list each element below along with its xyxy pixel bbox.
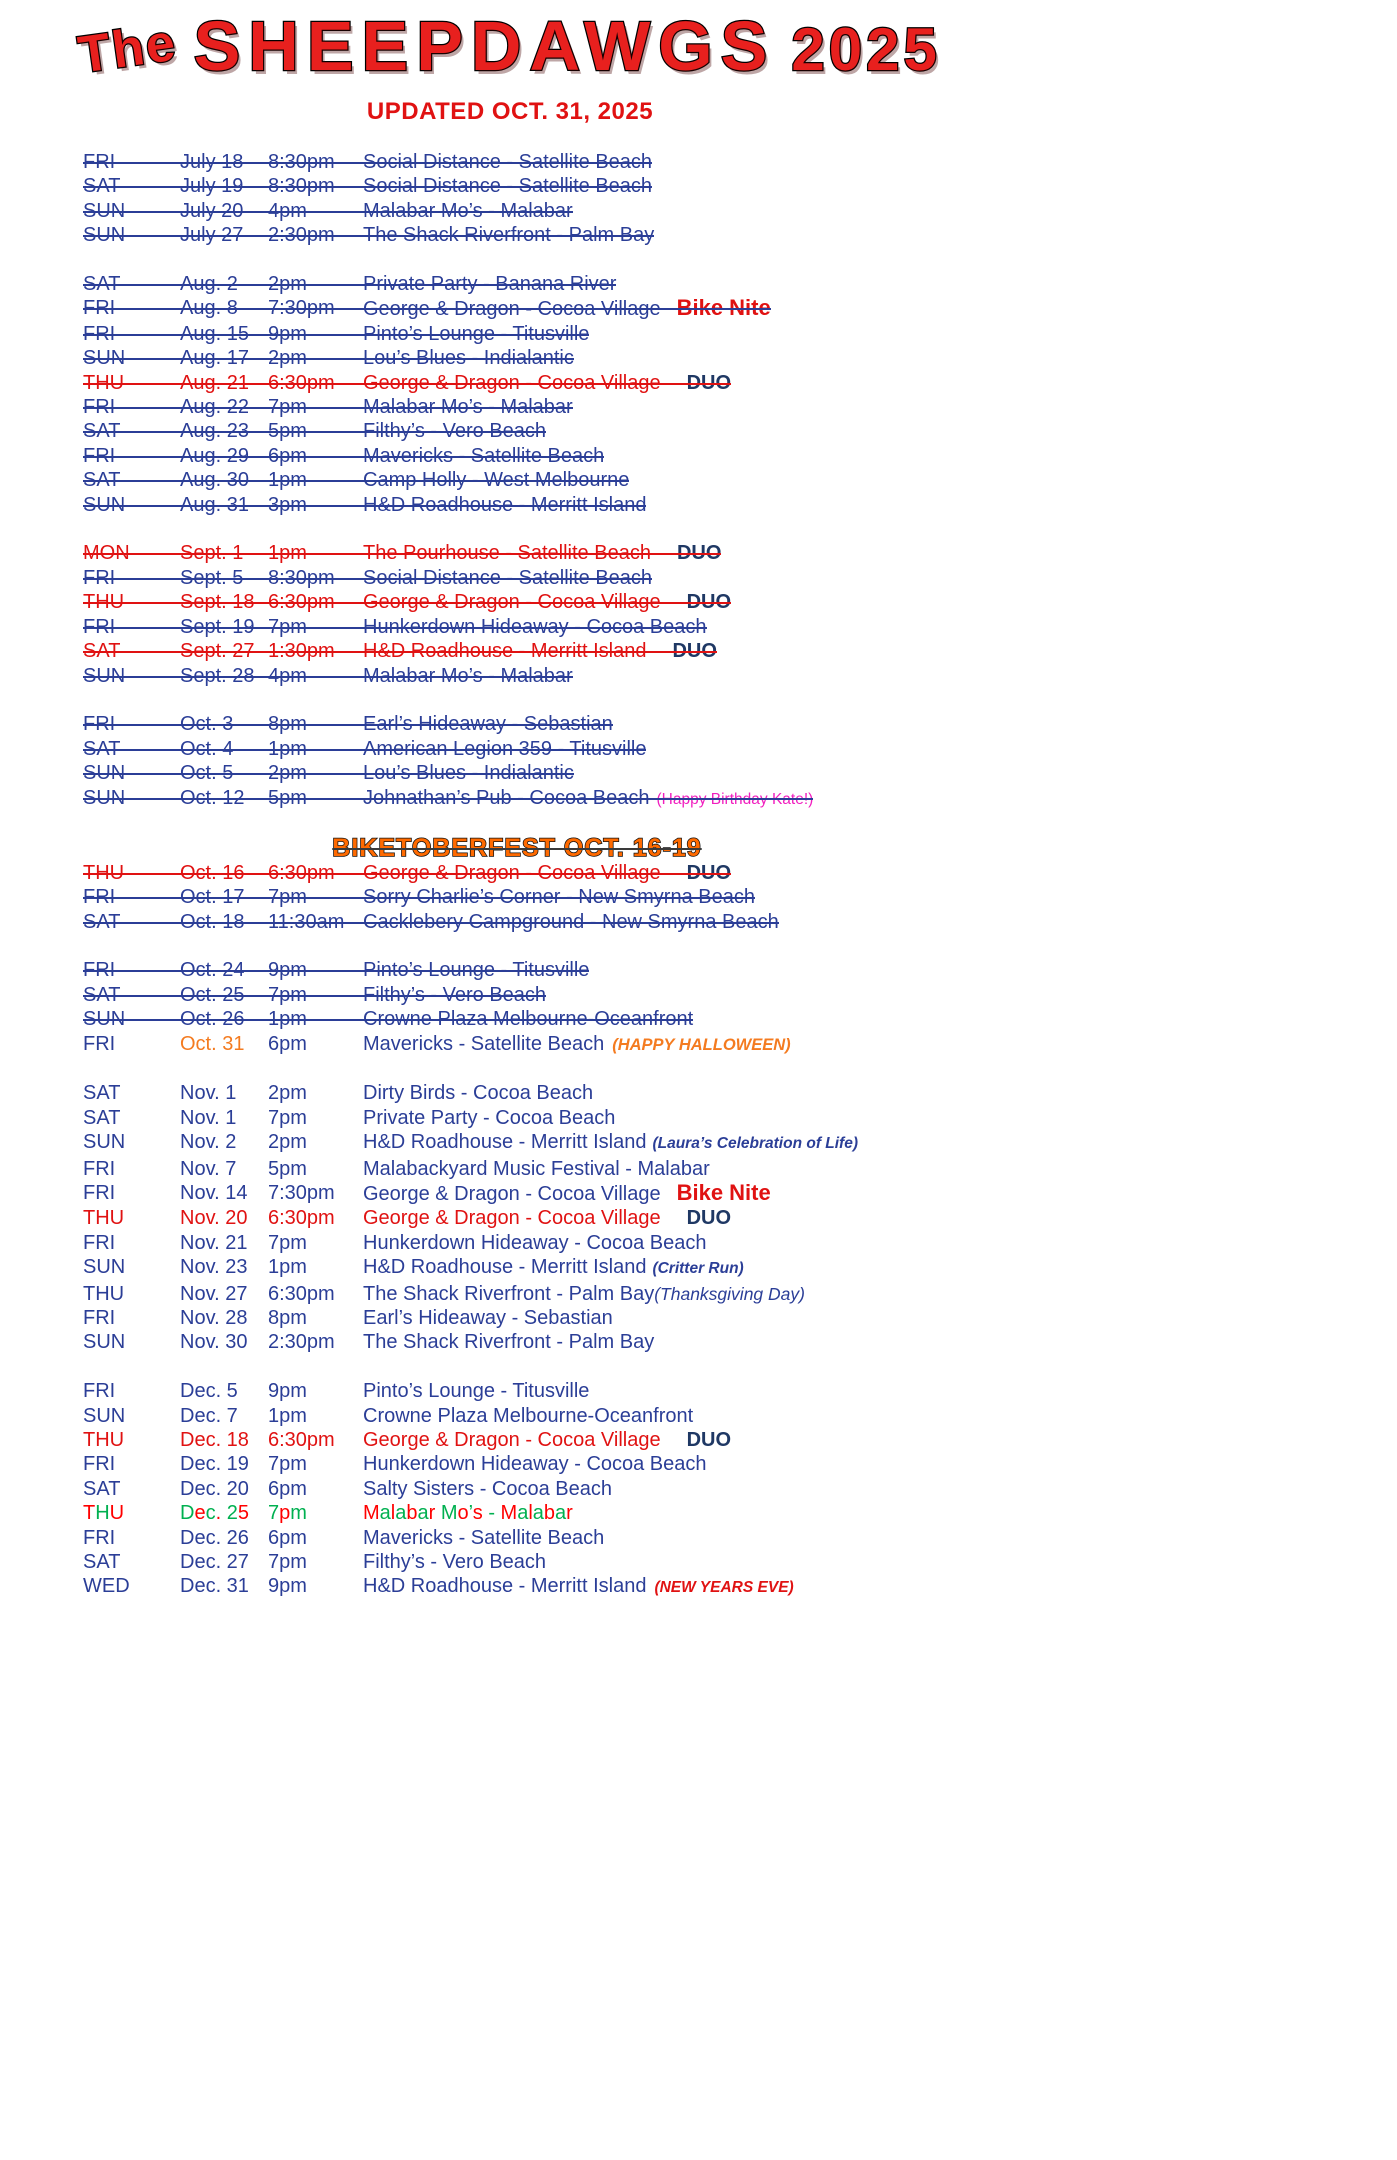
gig-time: 2:30pm (268, 224, 335, 247)
gig-row (83, 419, 546, 443)
gig-time: 2:30pm (268, 1331, 335, 1354)
gig-row (83, 1330, 654, 1354)
gig-venue: Malabar Mo’s - Malabar (363, 199, 573, 222)
gig-date: Sept. 28 (180, 664, 255, 687)
gig-day: FRI (83, 566, 116, 589)
gig-time: 9pm (268, 1380, 307, 1403)
gig-note: (Critter Run) (652, 1260, 744, 1278)
gig-row (83, 150, 652, 174)
gig-row (83, 1157, 710, 1181)
gig-day: SUN (83, 1131, 126, 1154)
gig-note: DUO (686, 371, 732, 394)
gig-time: 7:30pm (268, 1181, 335, 1204)
gig-row (83, 199, 573, 223)
gig-time: 6:30pm (268, 1429, 335, 1452)
gig-venue: George & Dragon - Cocoa Village DUO (363, 1429, 732, 1452)
gig-day: SUN (83, 1008, 126, 1031)
gig-date: Aug. 21 (180, 371, 249, 394)
gig-note: DUO (686, 861, 732, 884)
gig-date: Nov. 1 (180, 1106, 237, 1129)
gig-venue: H&D Roadhouse - Merritt Island (Critter Run) (363, 1255, 744, 1281)
gig-venue: Filthy’s - Vero Beach (363, 420, 547, 443)
gig-date: Oct. 18 (180, 910, 245, 933)
gig-venue: Johnathan’s Pub - Cocoa Beach (Happy Birthday Kate!) (363, 786, 813, 812)
schedule-section (83, 272, 1020, 517)
gig-row (83, 346, 574, 370)
gig-day: SAT (83, 273, 121, 296)
gig-date: Aug. 22 (180, 396, 249, 419)
gig-venue: Private Party - Banana River (363, 273, 617, 296)
gig-note: DUO (676, 542, 722, 565)
gig-row (83, 566, 652, 590)
gig-venue: Hunkerdown Hideaway - Cocoa Beach (363, 1453, 707, 1476)
gig-note: DUO (686, 1207, 732, 1230)
gig-day: SUN (83, 1331, 126, 1354)
gig-venue: Lou’s Blues - Indialantic (363, 762, 574, 785)
gig-row (83, 664, 573, 688)
gig-venue: Private Party - Cocoa Beach (363, 1106, 616, 1129)
gig-time: 1pm (268, 1404, 307, 1427)
gig-row (83, 1282, 805, 1306)
gig-time: 2pm (268, 762, 307, 785)
gig-day: SAT (83, 469, 121, 492)
gig-row (83, 1428, 731, 1452)
gig-time: 7pm (268, 1551, 307, 1574)
gig-date: Nov. 23 (180, 1256, 248, 1279)
gig-time: 2pm (268, 273, 307, 296)
gig-time: 9pm (268, 959, 307, 982)
gig-date: Aug. 17 (180, 347, 249, 370)
schedule-section (83, 1081, 1020, 1354)
gig-row (83, 639, 717, 663)
gig-date: Oct. 12 (180, 786, 245, 809)
gig-day: SUN (83, 664, 126, 687)
gig-time: 6:30pm (268, 1282, 335, 1305)
gig-day: THU (83, 1429, 125, 1452)
gig-date: Aug. 23 (180, 420, 249, 443)
gig-day: FRI (83, 1307, 116, 1329)
gig-venue: The Shack Riverfront - Palm Bay (363, 1331, 655, 1354)
gig-venue: The Shack Riverfront - Palm Bay(Thanksgiving Day) (363, 1282, 805, 1305)
gig-date: Sept. 18 (180, 591, 255, 614)
gig-row (83, 861, 731, 885)
updated-date-line: UPDATED OCT. 31, 2025 (366, 98, 654, 125)
gig-time: 2pm (268, 347, 307, 370)
gig-date: Oct. 24 (180, 959, 245, 982)
gig-date: Oct. 31 (180, 1032, 245, 1055)
gig-time: 8pm (268, 713, 307, 736)
gig-row (83, 541, 721, 565)
gig-day: THU (83, 1207, 125, 1230)
gig-row (83, 910, 779, 934)
gig-row (83, 958, 589, 982)
gig-time: 7pm (268, 615, 307, 638)
gig-day: FRI (83, 396, 116, 419)
gig-row (83, 272, 616, 296)
gig-row (83, 1452, 707, 1476)
gig-row (83, 444, 604, 468)
gig-day: SUN (83, 347, 126, 370)
logo-year: 2025 (791, 16, 941, 83)
gig-date: Nov. 28 (180, 1307, 248, 1329)
gig-day: SAT (83, 640, 121, 663)
gig-date: Dec. 20 (180, 1477, 249, 1500)
gig-venue: Filthy’s - Vero Beach (363, 983, 547, 1006)
gig-date: July 20 (180, 199, 244, 222)
gig-day: SAT (83, 175, 121, 198)
gig-date: Sept. 27 (180, 640, 255, 663)
gig-venue: Mavericks - Satellite Beach (363, 1526, 605, 1549)
gig-time: 5pm (268, 420, 307, 443)
gig-row (83, 223, 654, 247)
gig-venue: Hunkerdown Hideaway - Cocoa Beach (363, 1231, 707, 1254)
gig-date: Aug. 31 (180, 493, 249, 516)
gig-day: FRI (83, 713, 116, 736)
gig-time: 7pm (268, 1453, 307, 1476)
gig-row (83, 1206, 731, 1230)
gig-venue: Earl’s Hideaway - Sebastian (363, 1307, 613, 1329)
gig-time: 6:30pm (268, 591, 335, 614)
gig-venue: Malabar Mo’s - Malabar (363, 1502, 573, 1525)
gig-venue: H&D Roadhouse - Merritt Island (363, 493, 647, 516)
gig-date: Aug. 2 (180, 273, 238, 296)
gig-row (83, 371, 731, 395)
gig-time: 4pm (268, 664, 307, 687)
gig-venue: Pinto’s Lounge - Titusville (363, 959, 590, 982)
gig-day: SAT (83, 983, 121, 1006)
gig-date: Dec. 31 (180, 1575, 249, 1598)
gig-date: Aug. 8 (180, 297, 238, 320)
gig-row (83, 737, 646, 761)
gig-day: SAT (83, 1106, 121, 1129)
schedule-section (83, 836, 1020, 934)
gig-row (83, 1501, 573, 1525)
gig-time: 8pm (268, 1307, 307, 1329)
gig-venue: George & Dragon - Cocoa Village Bike Nite (363, 1179, 771, 1205)
gig-venue: George & Dragon - Cocoa Village DUO (363, 591, 732, 614)
gig-date: Dec. 7 (180, 1404, 238, 1427)
gig-day: WED (83, 1575, 130, 1598)
gig-venue: Hunkerdown Hideaway - Cocoa Beach (363, 615, 707, 638)
gig-venue: Sorry Charlie’s Corner - New Smyrna Beach (363, 886, 755, 909)
gig-row (83, 761, 574, 785)
gig-note: (Happy Birthday Kate!) (656, 790, 814, 808)
gig-date: Aug. 29 (180, 444, 249, 467)
gig-row (83, 1550, 546, 1574)
gig-time: 1pm (268, 469, 307, 492)
gig-row (83, 1526, 604, 1550)
gig-venue: Mavericks - Satellite Beach (363, 444, 605, 467)
gig-venue: H&D Roadhouse - Merritt Island (NEW YEARS EVE) (363, 1574, 794, 1600)
gig-venue: Cacklebery Campground - New Smyrna Beach (363, 910, 779, 933)
gig-time: 7pm (268, 396, 307, 419)
gig-row (83, 885, 755, 909)
gig-venue: American Legion 359 - Titusville (363, 737, 647, 760)
gig-venue: George & Dragon - Cocoa Village Bike Nite (363, 295, 771, 321)
gig-venue: Social Distance - Satellite Beach (363, 151, 653, 173)
gig-row (83, 1306, 613, 1330)
gig-venue: H&D Roadhouse - Merritt Island (Laura’s Celebration of Life) (363, 1130, 858, 1156)
gig-date: Oct. 4 (180, 737, 234, 760)
gig-day: SUN (83, 1404, 126, 1427)
gig-time: 9pm (268, 322, 307, 345)
gig-day: THU (83, 591, 125, 614)
schedule-section (83, 1379, 1020, 1601)
gig-time: 1pm (268, 1008, 307, 1031)
gig-date: Nov. 7 (180, 1157, 237, 1180)
gig-date: Oct. 3 (180, 713, 234, 736)
gig-row (83, 983, 546, 1007)
gig-row (83, 615, 707, 639)
gig-time: 2pm (268, 1082, 307, 1105)
gig-time: 2pm (268, 1131, 307, 1154)
gig-row (83, 1106, 615, 1130)
gig-day: FRI (83, 1231, 116, 1254)
gig-time: 6pm (268, 1526, 307, 1549)
gig-time: 7pm (268, 886, 307, 909)
gig-day: FRI (83, 1181, 116, 1204)
gig-row (83, 322, 589, 346)
gig-row (83, 1231, 707, 1255)
gig-venue: Crowne Plaza Melbourne-Oceanfront (363, 1008, 694, 1031)
gig-venue: Lou’s Blues - Indialantic (363, 347, 574, 370)
gig-date: Dec. 18 (180, 1429, 249, 1452)
gig-venue: Dirty Birds - Cocoa Beach (363, 1082, 594, 1105)
gig-time: 1pm (268, 542, 307, 565)
gig-day: SAT (83, 737, 121, 760)
gig-date: Oct. 26 (180, 1008, 245, 1031)
gig-row (83, 590, 731, 614)
gig-row (83, 1404, 693, 1428)
gig-venue: George & Dragon - Cocoa Village DUO (363, 861, 732, 884)
gig-time: 6:30pm (268, 371, 335, 394)
gig-time: 3pm (268, 493, 307, 516)
gig-row (83, 1032, 791, 1057)
gig-row (83, 174, 652, 198)
gig-day: FRI (83, 1032, 116, 1055)
gig-day: MON (83, 542, 130, 565)
gig-day: FRI (83, 322, 116, 345)
gig-row (83, 1081, 593, 1105)
gig-date: Nov. 1 (180, 1082, 237, 1105)
gig-row (83, 712, 613, 736)
gig-date: Nov. 27 (180, 1282, 248, 1305)
gig-day: FRI (83, 959, 116, 982)
gig-venue: Malabar Mo’s - Malabar (363, 664, 573, 687)
gig-day: FRI (83, 615, 116, 638)
gig-row (83, 786, 813, 812)
gig-time: 7pm (268, 983, 307, 1006)
gig-day: SAT (83, 1082, 121, 1105)
gig-row (83, 1379, 589, 1403)
gig-time: 1:30pm (268, 640, 335, 663)
gig-note: Bike Nite (676, 1179, 771, 1205)
gig-time: 8:30pm (268, 566, 335, 589)
gig-venue: The Pourhouse - Satellite Beach DUO (363, 542, 722, 565)
gig-date: Sept. 5 (180, 566, 244, 589)
gig-day: FRI (83, 151, 116, 173)
gig-time: 6pm (268, 444, 307, 467)
gig-note: (Laura’s Celebration of Life) (652, 1135, 859, 1153)
logo-band-name: SHEEPDAWGS (193, 7, 776, 85)
gig-time: 4pm (268, 199, 307, 222)
gig-time: 7pm (268, 1502, 307, 1525)
gig-day: SAT (83, 1551, 121, 1574)
gig-day: THU (83, 1282, 125, 1305)
gig-note: (HAPPY HALLOWEEN) (612, 1035, 791, 1054)
gig-day: SUN (83, 1256, 126, 1279)
gig-day: FRI (83, 1453, 116, 1476)
gig-day: SAT (83, 1477, 121, 1500)
gig-venue: Crowne Plaza Melbourne-Oceanfront (363, 1404, 694, 1427)
gig-note: DUO (686, 591, 732, 614)
gig-time: 9pm (268, 1575, 307, 1598)
gig-date: Oct. 16 (180, 861, 245, 884)
gig-day: SUN (83, 224, 126, 247)
gig-day: FRI (83, 886, 116, 909)
gig-venue: Earl’s Hideaway - Sebastian (363, 713, 613, 736)
gig-row (83, 395, 573, 419)
gig-venue: George & Dragon - Cocoa Village DUO (363, 371, 732, 394)
gig-date: Oct. 17 (180, 886, 245, 909)
biketoberfest-banner: BIKETOBERFEST OCT. 16-19 (332, 834, 702, 863)
gig-row (83, 1255, 744, 1281)
gig-day: FRI (83, 1380, 116, 1403)
header (0, 6, 1020, 126)
gig-note: (Thanksgiving Day) (654, 1283, 805, 1304)
gig-row (83, 1130, 858, 1156)
gig-venue: The Shack Riverfront - Palm Bay (363, 224, 655, 247)
schedule-section (83, 712, 1020, 812)
gig-day: FRI (83, 1157, 116, 1180)
gig-note: DUO (672, 640, 717, 663)
gig-time: 5pm (268, 786, 307, 809)
gig-row (83, 493, 646, 517)
gig-date: Oct. 25 (180, 983, 245, 1006)
gig-time: 11:30am (268, 910, 345, 933)
gig-time: 8:30pm (268, 175, 335, 198)
gig-time: 8:30pm (268, 151, 335, 173)
gig-date: Dec. 25 (180, 1502, 249, 1525)
gig-day: SAT (83, 910, 121, 933)
gig-time: 6:30pm (268, 861, 335, 884)
gig-venue: Social Distance - Satellite Beach (363, 175, 653, 198)
gig-venue: Pinto’s Lounge - Titusville (363, 1380, 590, 1403)
gig-day: SUN (83, 762, 126, 785)
gig-date: Dec. 27 (180, 1551, 249, 1574)
gig-time: 6:30pm (268, 1207, 335, 1230)
gig-day: FRI (83, 297, 116, 320)
gig-note: (NEW YEARS EVE) (654, 1579, 794, 1597)
schedule-section (83, 150, 1020, 248)
gig-day: SUN (83, 199, 126, 222)
gig-venue: Salty Sisters - Cocoa Beach (363, 1477, 612, 1500)
gig-note: Bike Nite (676, 295, 771, 321)
gig-row (83, 468, 629, 492)
gig-venue: Filthy’s - Vero Beach (363, 1551, 547, 1574)
gig-venue: Malabar Mo’s - Malabar (363, 396, 573, 419)
gig-day: SUN (83, 786, 126, 809)
gig-row (83, 1007, 693, 1031)
gig-venue: Social Distance - Satellite Beach (363, 566, 653, 589)
gig-time: 7:30pm (268, 297, 335, 320)
gig-date: Sept. 19 (180, 615, 255, 638)
gig-date: Sept. 1 (180, 542, 244, 565)
gig-day: THU (83, 861, 125, 884)
gig-time: 1pm (268, 1256, 307, 1279)
gig-time: 5pm (268, 1157, 307, 1180)
gig-venue: Camp Holly - West Melbourne (363, 469, 630, 492)
gig-date: Nov. 30 (180, 1331, 248, 1354)
gig-day: SUN (83, 493, 126, 516)
gig-date: Dec. 26 (180, 1526, 249, 1549)
gig-venue: Malabackyard Music Festival - Malabar (363, 1157, 710, 1180)
gig-time: 7pm (268, 1231, 307, 1254)
gig-date: Aug. 15 (180, 322, 249, 345)
gig-row (83, 1477, 612, 1501)
gig-row (83, 1181, 771, 1206)
gig-note: DUO (686, 1429, 732, 1452)
gig-day: FRI (83, 444, 116, 467)
gig-date: Aug. 30 (180, 469, 249, 492)
gig-row (83, 1574, 794, 1600)
gig-time: 6pm (268, 1477, 307, 1500)
gig-date: Nov. 14 (180, 1181, 248, 1204)
gig-date: July 18 (180, 151, 244, 173)
gig-date: Oct. 5 (180, 762, 234, 785)
gig-day: THU (83, 1502, 125, 1525)
band-logo (0, 6, 1020, 98)
gig-date: Nov. 20 (180, 1207, 248, 1230)
gig-time: 1pm (268, 737, 307, 760)
gig-row (83, 296, 771, 321)
schedule-section (83, 958, 1020, 1057)
gig-time: 7pm (268, 1106, 307, 1129)
gig-day: THU (83, 371, 125, 394)
gig-date: Nov. 21 (180, 1231, 248, 1254)
gig-day: FRI (83, 1526, 116, 1549)
gig-venue: Pinto’s Lounge - Titusville (363, 322, 590, 345)
gig-time: 6pm (268, 1032, 307, 1055)
gig-venue: Mavericks - Satellite Beach (HAPPY HALLOWEEN) (363, 1032, 791, 1057)
logo-the: The (75, 13, 181, 85)
gig-date: Dec. 5 (180, 1380, 238, 1403)
gig-date: July 19 (180, 175, 244, 198)
gig-venue: George & Dragon - Cocoa Village DUO (363, 1207, 732, 1230)
schedule (0, 150, 1020, 1601)
schedule-section (83, 541, 1020, 687)
gig-date: Nov. 2 (180, 1131, 237, 1154)
gig-venue: H&D Roadhouse - Merritt Island DUO (363, 640, 717, 663)
gig-day: SAT (83, 420, 121, 443)
gig-date: July 27 (180, 224, 244, 247)
gig-date: Dec. 19 (180, 1453, 249, 1476)
